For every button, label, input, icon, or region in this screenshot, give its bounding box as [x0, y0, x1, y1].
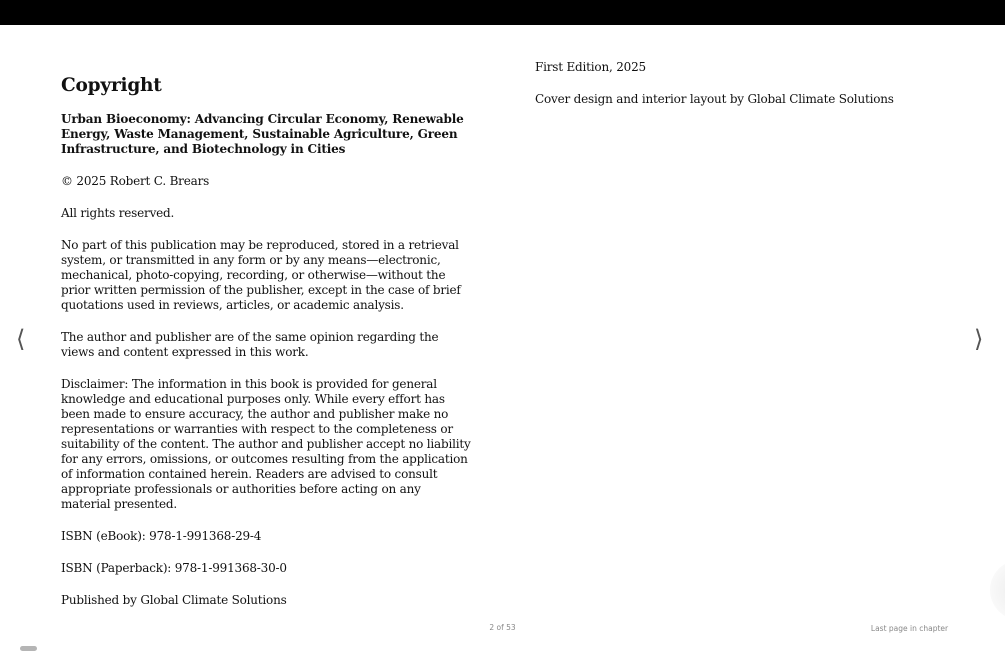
top-bar	[0, 0, 1005, 25]
edition-line: First Edition, 2025	[535, 60, 646, 74]
edge-shadow	[990, 560, 1005, 620]
right-page	[535, 60, 955, 124]
scroll-handle[interactable]	[20, 646, 37, 651]
rights-notice: All rights reserved.	[61, 206, 175, 220]
isbn-paperback: ISBN (Paperback): 978-1-991368-30-0	[61, 561, 287, 575]
left-page	[61, 74, 471, 625]
page-heading: Copyright	[61, 75, 162, 96]
chapter-status: Last page in chapter	[870, 624, 949, 633]
opinion-notice: The author and publisher are of the same opinion regarding the views and content expressed in this work.	[61, 330, 439, 359]
isbn-ebook: ISBN (eBook): 978-1-991368-29-4	[61, 529, 262, 543]
disclaimer: Disclaimer: The information in this book is provided for general knowledge and educational purposes only. While every effort has been made to ensure accuracy, the author and publisher make no representations or warranties with respect to the completeness or suitability of the content. The author and publisher accept no liability for any errors, omissions, or outcomes resulting from the application of information contained herein. Readers are advised to consult appropriate professionals or authorities before acting on any material presented.	[61, 377, 471, 511]
reproduction-notice: No part of this publication may be reproduced, stored in a retrieval system, or transmitted in any form or by any means—electronic, mechanical, photo-copying, recording, or otherwise—without the prior written permission of the publisher, except in the case of brief quotations used in reviews, articles, or academic analysis.	[61, 238, 461, 312]
next-page-icon[interactable]: ⟩	[974, 325, 984, 353]
book-title: Urban Bioeconomy: Advancing Circular Economy, Renewable Energy, Waste Management, Sustainable Agriculture, Green Infrastructure, and Biotechnology in Cities	[61, 112, 464, 156]
publisher-line: Published by Global Climate Solutions	[61, 593, 287, 607]
page-count: 2 of 53	[489, 623, 516, 632]
previous-page-icon[interactable]: ⟨	[16, 325, 26, 353]
copyright-line: © 2025 Robert C. Brears	[61, 174, 210, 188]
design-credit: Cover design and interior layout by Global Climate Solutions	[535, 92, 894, 106]
